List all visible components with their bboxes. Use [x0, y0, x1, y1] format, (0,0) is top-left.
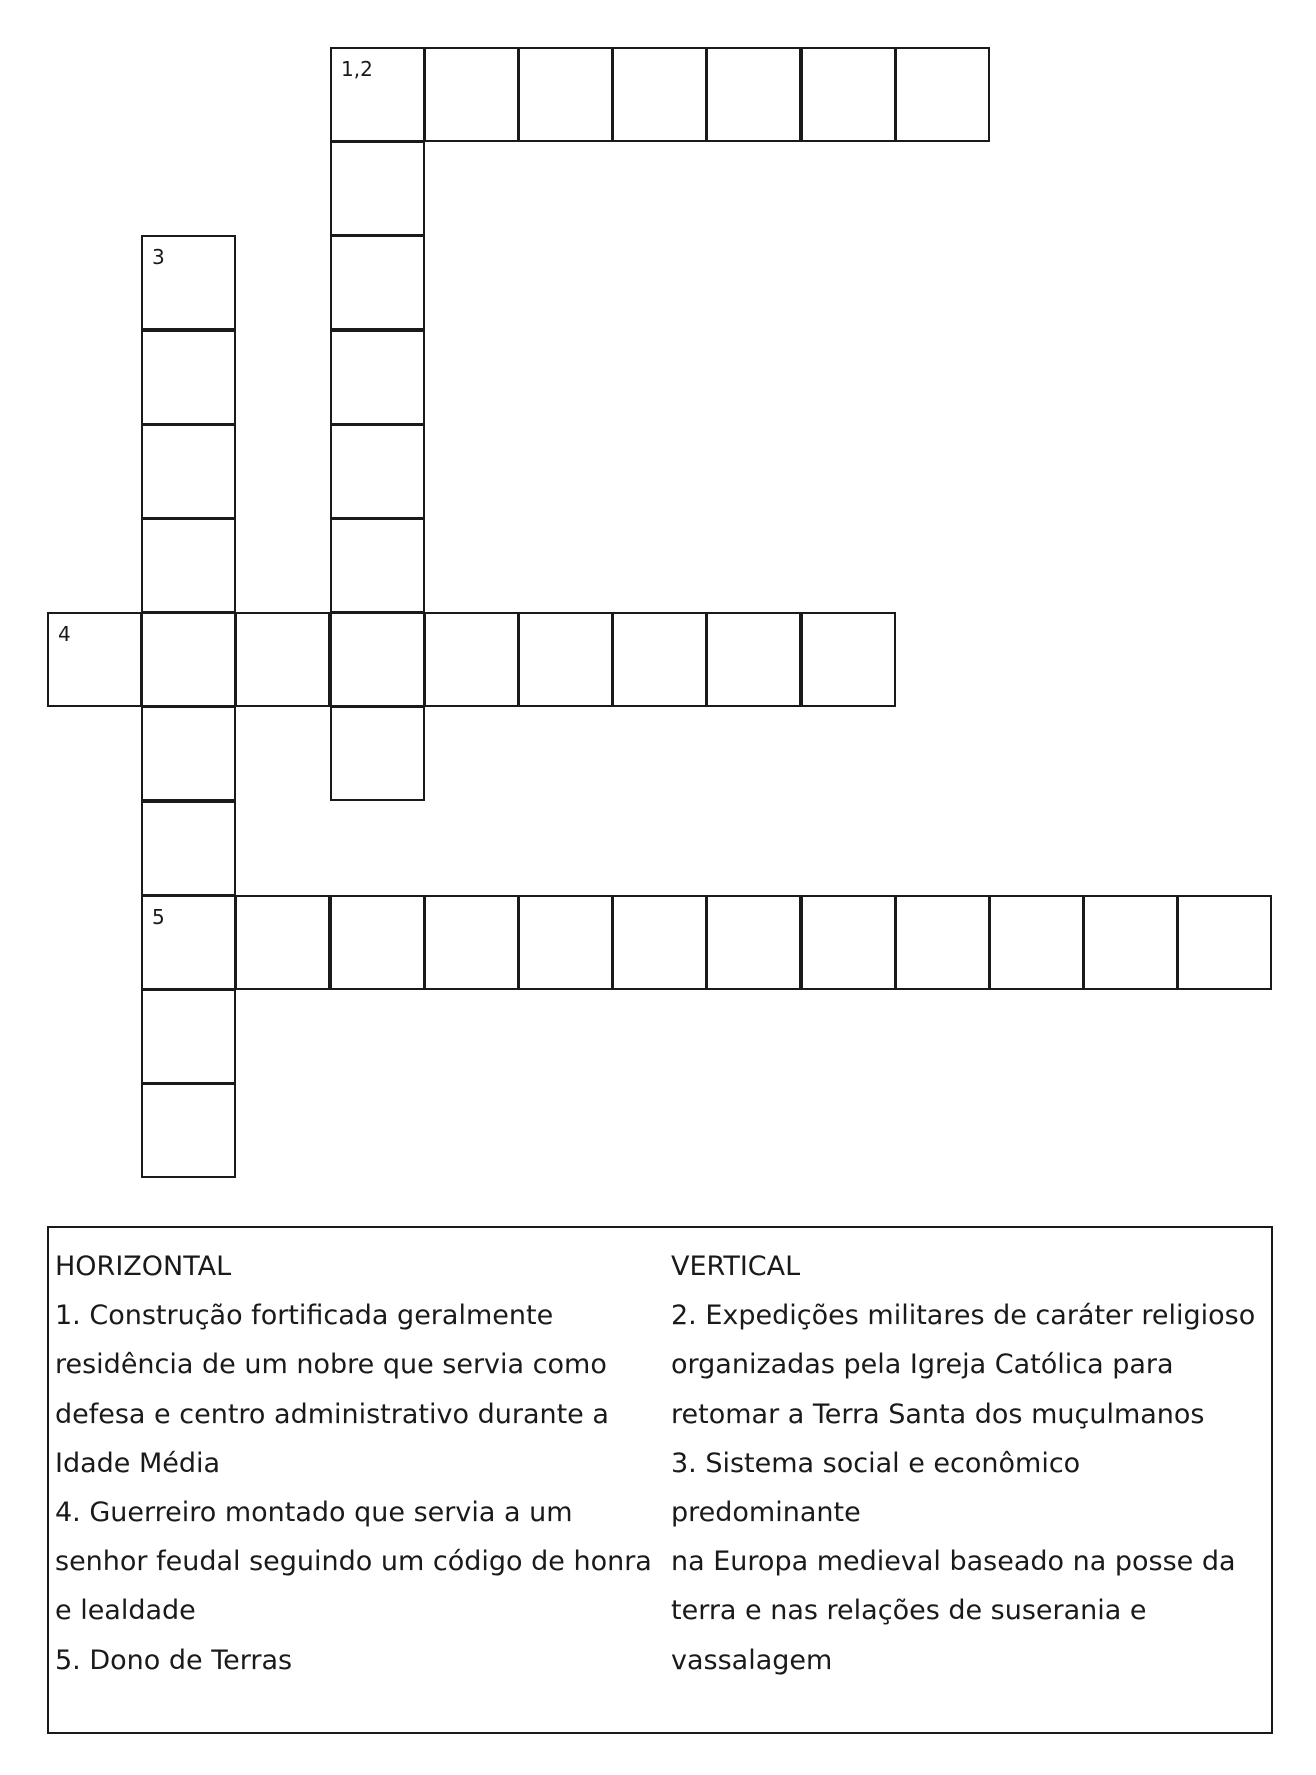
- crossword-cell[interactable]: [330, 141, 425, 236]
- crossword-cell[interactable]: [612, 895, 707, 990]
- clue-line: residência de um nobre que servia como: [55, 1349, 607, 1381]
- crossword-cell[interactable]: [330, 47, 425, 142]
- horizontal-clues: [55, 1242, 667, 1685]
- clue-number: 1,2: [341, 57, 373, 81]
- crossword-cell[interactable]: [330, 612, 425, 707]
- clue-line: terra e nas relações de suserania e: [671, 1595, 1147, 1627]
- crossword-cell[interactable]: [330, 706, 425, 801]
- clue-line: 4. Guerreiro montado que servia a um: [55, 1497, 573, 1529]
- crossword-cell[interactable]: [141, 989, 236, 1084]
- crossword-cell[interactable]: [706, 612, 801, 707]
- crossword-cell[interactable]: [989, 895, 1084, 990]
- crossword-cell[interactable]: [141, 612, 236, 707]
- clue-line: Idade Média: [55, 1447, 221, 1479]
- crossword-cell[interactable]: [1177, 895, 1272, 990]
- crossword-cell[interactable]: [612, 612, 707, 707]
- crossword-cell[interactable]: [706, 47, 801, 142]
- clue-number: 4: [58, 622, 71, 646]
- clue-line: 1. Construção fortificada geralmente: [55, 1300, 554, 1332]
- crossword-cell[interactable]: [330, 235, 425, 330]
- crossword-cell[interactable]: [895, 895, 990, 990]
- clues-box: [47, 1226, 1273, 1734]
- clue-line: 5. Dono de Terras: [55, 1644, 293, 1676]
- clue-line: senhor feudal seguindo um código de honra: [55, 1546, 652, 1578]
- clue-line: vassalagem: [671, 1644, 833, 1676]
- crossword-cell[interactable]: [518, 47, 613, 142]
- clue-line: organizadas pela Igreja Católica para: [671, 1349, 1174, 1381]
- crossword-cell[interactable]: [141, 706, 236, 801]
- crossword-cell[interactable]: [518, 895, 613, 990]
- clue-line: retomar a Terra Santa dos muçulmanos: [671, 1398, 1205, 1430]
- crossword-cell[interactable]: [330, 895, 425, 990]
- crossword-cell[interactable]: [235, 895, 330, 990]
- crossword-cell[interactable]: [141, 235, 236, 330]
- clue-number: 3: [152, 245, 165, 269]
- crossword-cell[interactable]: [141, 895, 236, 990]
- crossword-cell[interactable]: [801, 47, 896, 142]
- crossword-cell[interactable]: [330, 424, 425, 519]
- crossword-cell[interactable]: [47, 612, 142, 707]
- horizontal-heading: HORIZONTAL: [55, 1251, 232, 1282]
- crossword-cell[interactable]: [801, 895, 896, 990]
- vertical-heading: VERTICAL: [671, 1251, 801, 1282]
- crossword-cell[interactable]: [235, 612, 330, 707]
- crossword-cell[interactable]: [895, 47, 990, 142]
- crossword-cell[interactable]: [424, 895, 519, 990]
- crossword-cell[interactable]: [706, 895, 801, 990]
- crossword-cell[interactable]: [141, 330, 236, 425]
- crossword-cell[interactable]: [141, 801, 236, 896]
- clue-line: 2. Expedições militares de caráter religioso: [671, 1300, 1256, 1332]
- crossword-cell[interactable]: [801, 612, 896, 707]
- crossword-cell[interactable]: [330, 518, 425, 613]
- vertical-clues: [671, 1242, 1271, 1685]
- clue-line: 3. Sistema social e econômico predominante: [671, 1447, 1081, 1529]
- crossword-cell[interactable]: [424, 612, 519, 707]
- clue-line: e lealdade: [55, 1595, 196, 1627]
- crossword-cell[interactable]: [612, 47, 707, 142]
- crossword-cell[interactable]: [141, 424, 236, 519]
- crossword-cell[interactable]: [141, 1083, 236, 1178]
- clue-line: na Europa medieval baseado na posse da: [671, 1546, 1236, 1578]
- crossword-cell[interactable]: [1083, 895, 1178, 990]
- crossword-cell[interactable]: [424, 47, 519, 142]
- crossword-cell[interactable]: [141, 518, 236, 613]
- clue-number: 5: [152, 905, 165, 929]
- crossword-cell[interactable]: [518, 612, 613, 707]
- clue-line: defesa e centro administrativo durante a: [55, 1398, 609, 1430]
- crossword-cell[interactable]: [330, 330, 425, 425]
